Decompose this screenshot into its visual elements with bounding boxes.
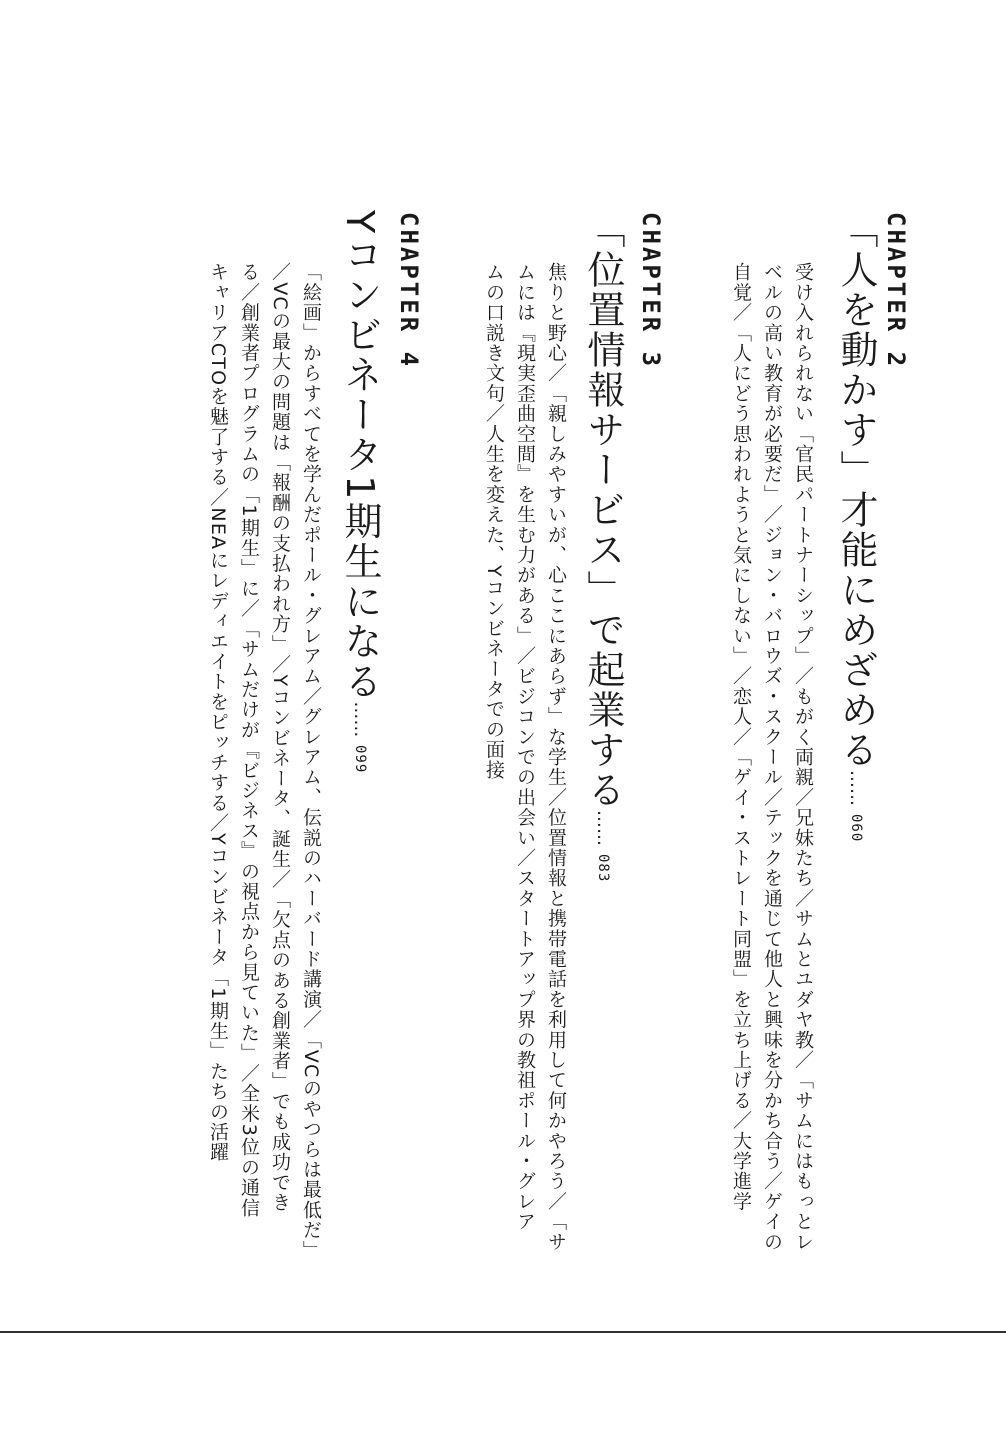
- chapter-4-summary-line-3: る／創業者プログラムの「1期生」に／「サムだけが『ビジネス』の視点から見ていた」／全米3位の通信: [238, 262, 260, 1218]
- chapter-3-label: CHAPTER 3: [637, 212, 665, 370]
- chapter-3-page-number: 083: [595, 854, 611, 883]
- chapter-4-leader: ……: [350, 701, 371, 738]
- chapter-4-summary-line-4: キャリアCTOを魅了する／NEAにレディエイトをピッチする／Yコンビネータ「1期生」たちの活躍: [207, 262, 229, 1163]
- chapter-3-summary-line-3: ムの口説き文句／人生を変えた、Yコンビネータでの面接: [483, 262, 505, 780]
- chapter-4-title: [338, 210, 382, 774]
- chapter-2-summary-line-1: 受け入れられない「官民パートナーシップ」／もがく両親／兄妹たち／サムとユダヤ教／「サムにはもっとレ: [792, 262, 814, 1252]
- chapter-2-label: CHAPTER 2: [882, 212, 910, 370]
- chapter-4-label: CHAPTER 4: [395, 212, 423, 370]
- chapter-2-leader: ……: [846, 770, 867, 806]
- chapter-3-leader: ……: [593, 810, 614, 846]
- chapter-2-summary-line-3: 自覚／「人にどう思われようと気にしない」／恋人／「ゲイ・ストレート同盟」を立ち上げる／大学進学: [730, 262, 752, 1212]
- chapter-3-title-text: 「位置情報サービス」で起業する: [581, 210, 625, 810]
- chapter-2-title-text: 「人を動かす」才能にめざめる: [834, 210, 878, 770]
- chapter-3-summary-line-1: 焦りと野心／「親しみやすいが、心ここにあらず」な学生／位置情報と携帯電話を利用して何かやろう／「サ: [545, 262, 567, 1252]
- bottom-rule: [0, 1331, 1006, 1333]
- chapter-4-page-number: 099: [352, 745, 368, 774]
- chapter-4-title-text: Yコンビネータ1期生になる: [338, 210, 382, 702]
- chapter-3-title: [581, 210, 625, 883]
- chapter-2-summary-line-2: ベルの高い教育が必要だ」／ジョン・バロウズ・スクール／テックを通じて他人と興味を分かち合う／ゲイの: [761, 262, 783, 1252]
- chapter-4-summary-line-1: 「絵画」からすべてを学んだポール・グレアム／グレアム、伝説のハーバード講演／「VCのやつらは最低だ」: [300, 262, 322, 1261]
- chapter-2-page-number: 060: [848, 814, 864, 843]
- chapter-2-title: [834, 210, 878, 843]
- chapter-4-summary-line-2: ／VCの最大の問題は「報酬の支払われ方」／Yコンビネータ、誕生／「欠点のある創業者」でも成功でき: [269, 262, 291, 1213]
- chapter-3-summary-line-2: ムには『現実歪曲空間』を生む力がある」／ビジコンでの出会い／スタートアップ界の教祖ポール・グレア: [514, 262, 536, 1232]
